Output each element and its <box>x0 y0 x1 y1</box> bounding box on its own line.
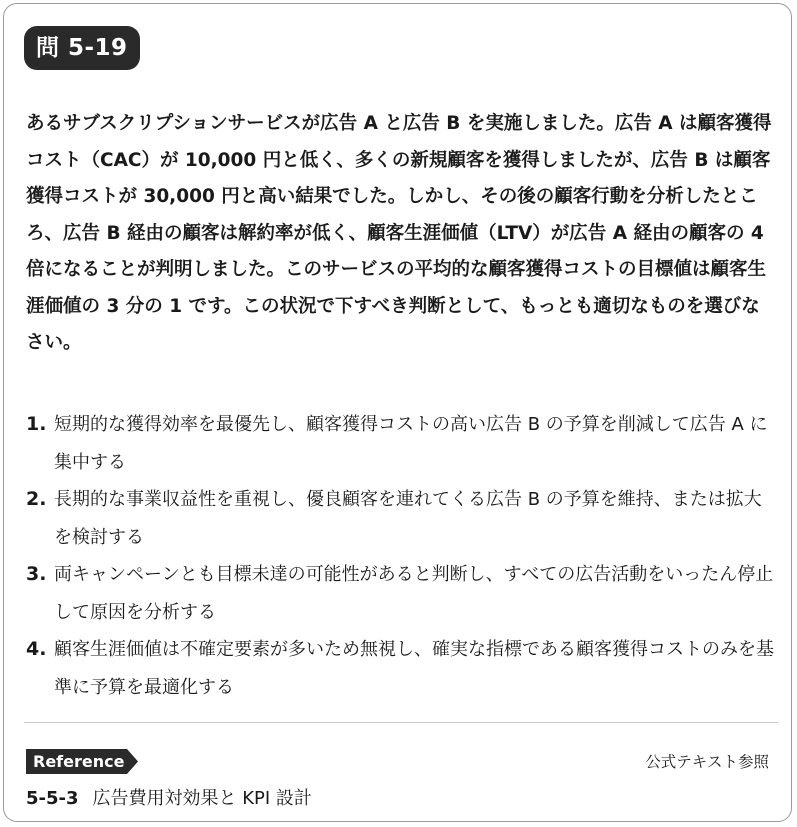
choice-text: 短期的な獲得効率を最優先し、顧客獲得コストの高い広告 B の予算を削減して広告 A に集中する <box>54 414 768 473</box>
choice-text: 長期的な事業収益性を重視し、優良顧客を連れてくる広告 B の予算を維持、または拡大を検討する <box>54 489 762 548</box>
choice-number: 3. <box>26 563 47 585</box>
choice-item-2[interactable] <box>26 481 778 556</box>
choice-item-1[interactable] <box>26 406 778 481</box>
reference-entry <box>26 785 312 813</box>
choice-list <box>26 406 778 706</box>
choice-text: 両キャンペーンとも目標未達の可能性があると判断し、すべての広告活動をいったん停止して原因を分析する <box>54 564 774 623</box>
section-divider <box>24 722 778 723</box>
choice-item-4[interactable] <box>26 631 778 706</box>
choice-number: 4. <box>26 638 47 660</box>
reference-section-title: 広告費用対効果と KPI 設計 <box>92 788 312 809</box>
reference-section-code: 5-5-3 <box>26 788 79 809</box>
choice-number: 2. <box>26 488 47 510</box>
reference-badge <box>26 749 138 774</box>
choice-number: 1. <box>26 413 47 435</box>
choice-item-3[interactable] <box>26 556 778 631</box>
question-card <box>3 3 792 822</box>
question-number-badge: 問 5-19 <box>24 26 140 70</box>
choice-text: 顧客生涯価値は不確定要素が多いため無視し、確実な指標である顧客獲得コストのみを基準に予算を最適化する <box>54 639 774 698</box>
reference-label: Reference <box>33 752 125 771</box>
reference-note: 公式テキスト参照 <box>645 753 769 771</box>
question-text: あるサブスクリプションサービスが広告 A と広告 B を実施しました。広告 A は顧客獲得コスト（CAC）が 10,000 円と低く、多くの新規顧客を獲得しましたが、広告 B は顧客獲得コストが 30,000 円と高い結果でした。しかし、その後の顧客行動を分析したところ、広告 B 経由の顧客は解約率が低く、顧客生涯価値（LTV）が広告 A 経由の顧客の 4 倍になることが判明しました。このサービスの平均的な顧客獲得コストの目標値は顧客生涯価値の 3 分の 1 です。この状況で下すべき判断として、もっとも適切なものを選びなさい。 <box>26 113 772 353</box>
